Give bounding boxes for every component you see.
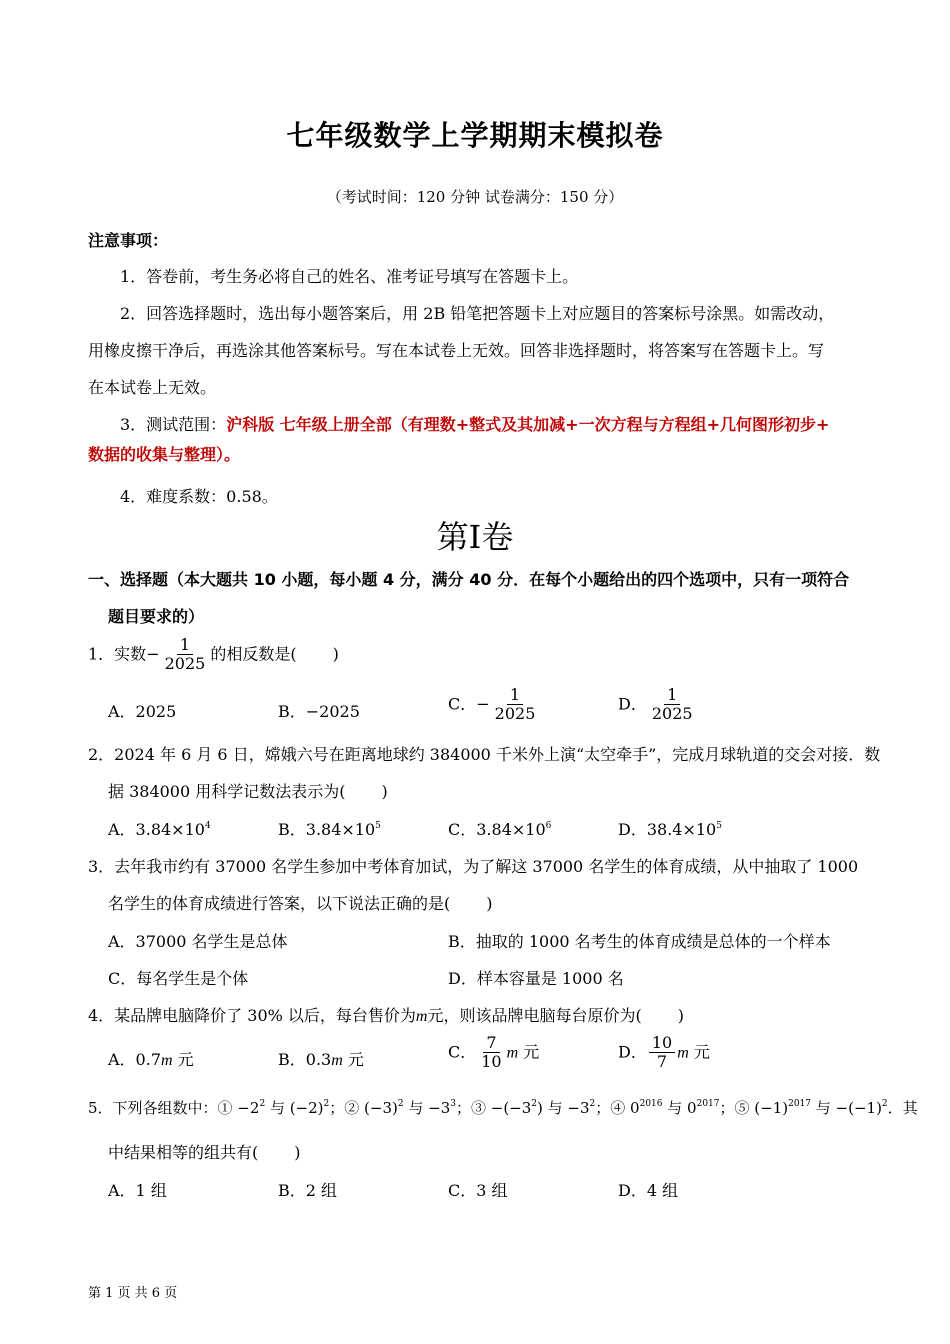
q3-close: ) — [486, 894, 493, 913]
q1-option-c[interactable] — [448, 686, 540, 724]
q4-b-unit: 元 — [347, 1050, 364, 1069]
q2-option-d[interactable] — [618, 817, 722, 840]
q5-stem: 中结果相等的组共有( — [108, 1143, 259, 1162]
question-1-stem — [88, 636, 339, 674]
q2-d-exponent: 5 — [716, 821, 722, 831]
q2-stem: 据 384000 用科学记数法表示为( — [108, 782, 346, 801]
test-scope: 沪科版 七年级上册全部（有理数+整式及其加减+一次方程与方程组+几何图形初步+ — [226, 415, 830, 434]
note-2-line-1: 2．回答选择题时，选出每小题答案后，用 2B 铅笔把答题卡上对应题目的答案标号涂黑。如需改动， — [120, 304, 835, 323]
q4-c-label: C． — [448, 1042, 477, 1062]
q4-close: ) — [677, 1006, 684, 1025]
q4-option-c[interactable] — [448, 1034, 539, 1072]
q2-c-text: C．3.84×10 — [448, 820, 546, 839]
q4-c-numerator: 7 — [483, 1034, 499, 1053]
q2-b-text: B．3.84×10 — [278, 820, 376, 839]
note-2-line-3: 在本试卷上无效。 — [88, 378, 217, 397]
note-1: 1．答卷前，考生务必将自己的姓名、准考证号填写在答题卡上。 — [120, 267, 579, 286]
question-2-line-1: 2．2024 年 6 月 6 日，嫦娥六号在距离地球约 384000 千米外上演“太空牵手”，完成月球轨道的交会对接．数 — [88, 745, 881, 764]
q5-exp-1: 2 — [259, 1099, 266, 1109]
section-title: 第Ⅰ卷 — [436, 519, 514, 555]
question-3-line-1: 3．去年我市约有 37000 名学生参加中考体育加试，为了解这 37000 名学生的体育成绩，从中抽取了 1000 — [88, 857, 859, 876]
q5-part-2: 与 (−2) — [265, 1099, 324, 1117]
q5-exp-5: 2 — [531, 1099, 538, 1109]
q5-part-3: ；② (−3) — [329, 1099, 398, 1117]
q4-stem-a: 4．某品牌电脑降价了 30% 以后，每台售价为 — [88, 1006, 416, 1025]
q4-a-coef: A．0.7 — [108, 1050, 162, 1069]
q2-a-text: A．3.84×10 — [108, 820, 205, 839]
q3-option-a[interactable]: A．37000 名学生是总体 — [108, 932, 288, 951]
q5-part-7: ；④ 0 — [595, 1099, 640, 1117]
q1-option-b[interactable]: B．−2025 — [278, 702, 360, 721]
note-3-line-2: 数据的收集与整理）。 — [88, 445, 241, 464]
question-4-stem — [88, 1003, 684, 1026]
q1-minus: − — [146, 644, 160, 664]
q4-a-var: m — [161, 1052, 173, 1069]
q4-stem-b: 元，则该品牌电脑每台原价为( — [427, 1006, 642, 1025]
q2-d-text: D．38.4×10 — [618, 820, 717, 839]
q2-option-b[interactable] — [278, 817, 381, 840]
page-number: 第 1 页 共 6 页 — [88, 1286, 178, 1301]
q1-c-minus: − — [476, 694, 490, 714]
q5-part-10: 与 −(−1) — [811, 1099, 882, 1117]
q5-option-d[interactable]: D．4 组 — [618, 1181, 679, 1200]
q5-exp-10: 2 — [881, 1099, 888, 1109]
question-2-line-2 — [108, 779, 388, 802]
q1-d-numerator: 1 — [664, 686, 680, 705]
q2-b-exponent: 5 — [375, 821, 381, 831]
question-3-line-2 — [108, 891, 493, 914]
q5-exp-3: 2 — [397, 1099, 404, 1109]
note-4: 4．难度系数：0.58。 — [120, 487, 278, 506]
q5-part-5: ；③ −(−3 — [455, 1099, 532, 1117]
q4-b-var: m — [331, 1052, 343, 1069]
q5-exp-8: 2017 — [696, 1099, 720, 1109]
question-5-line-2 — [108, 1140, 301, 1163]
q5-part-6: ) 与 −3 — [537, 1099, 590, 1117]
q2-c-exponent: 6 — [545, 821, 552, 831]
q4-option-d[interactable] — [618, 1034, 710, 1072]
q4-d-fraction — [649, 1034, 675, 1072]
note-2-line-2: 用橡皮擦干净后，再选涂其他答案标号。写在本试卷上无效。回答非选择题时，将答案写在答题卡上。写 — [88, 341, 825, 360]
q5-close: ) — [294, 1143, 301, 1162]
q1-option-a[interactable]: A．2025 — [108, 702, 177, 721]
q1-denominator: 2025 — [164, 654, 206, 674]
q4-d-var: m — [677, 1044, 689, 1062]
q5-option-b[interactable]: B．2 组 — [278, 1181, 338, 1200]
q3-option-c[interactable]: C．每名学生是个体 — [108, 969, 249, 988]
q5-option-a[interactable]: A．1 组 — [108, 1181, 167, 1200]
q5-exp-4: 3 — [450, 1099, 456, 1109]
q1-d-denominator: 2025 — [651, 704, 693, 724]
q3-stem: 名学生的体育成绩进行答案，以下说法正确的是( — [108, 894, 451, 913]
q4-c-fraction — [478, 1034, 504, 1072]
q3-option-b[interactable]: B．抽取的 1000 名考生的体育成绩是总体的一个样本 — [448, 932, 831, 951]
q1-option-d[interactable] — [618, 686, 698, 724]
q1-close: ) — [332, 644, 339, 664]
note-3-line-1 — [120, 412, 829, 435]
q5-exp-7: 2016 — [639, 1099, 663, 1109]
q2-option-a[interactable] — [108, 817, 211, 840]
q5-exp-2: 2 — [323, 1099, 330, 1109]
q5-part-9: ；⑤ (−1) — [719, 1099, 789, 1117]
q1-prefix: 1．实数 — [88, 644, 147, 664]
q1-c-denominator: 2025 — [494, 704, 536, 724]
q5-part-4: 与 −3 — [403, 1099, 451, 1117]
q4-option-a[interactable] — [108, 1047, 194, 1070]
q4-d-numerator: 10 — [649, 1034, 675, 1053]
q1-d-label: D． — [618, 694, 647, 714]
part-1-heading-line-1: 一、选择题（本大题共 10 小题，每小题 4 分，满分 40 分．在每个小题给出的四个选项中，只有一项符合 — [88, 570, 850, 589]
q1-fraction — [162, 636, 209, 674]
q5-exp-9: 2017 — [788, 1099, 811, 1109]
q4-c-var: m — [506, 1044, 519, 1062]
q5-part-1: 5．下列各组数中：① −2 — [88, 1099, 260, 1117]
q4-d-unit: 元 — [693, 1042, 710, 1062]
q2-close: ) — [381, 782, 388, 801]
q1-c-numerator: 1 — [507, 686, 523, 705]
note-3-prefix: 3．测试范围： — [120, 415, 227, 434]
q5-part-8: 与 0 — [662, 1099, 697, 1117]
part-1-heading-line-2: 题目要求的） — [108, 607, 205, 626]
q2-option-c[interactable] — [448, 817, 551, 840]
q5-exp-6: 2 — [589, 1099, 596, 1109]
q4-a-unit: 元 — [177, 1050, 194, 1069]
q5-option-c[interactable]: C．3 组 — [448, 1181, 508, 1200]
q3-option-d[interactable]: D．样本容量是 1000 名 — [448, 969, 624, 988]
notes-heading: 注意事项： — [88, 231, 169, 250]
q4-option-b[interactable] — [278, 1047, 364, 1070]
q5-part-11: ．其 — [887, 1099, 918, 1117]
q1-c-fraction — [492, 686, 539, 724]
q4-c-denominator: 10 — [481, 1052, 502, 1072]
q4-b-coef: B．0.3 — [278, 1050, 332, 1069]
exam-info: （考试时间：120 分钟 试卷满分：150 分） — [326, 188, 624, 206]
q1-suffix: 的相反数是( — [210, 644, 297, 664]
q1-c-label: C． — [448, 694, 477, 714]
page-title: 七年级数学上学期期末模拟卷 — [286, 119, 664, 152]
question-5-line-1 — [88, 1097, 918, 1118]
q4-c-unit: 元 — [523, 1042, 540, 1062]
q4-d-label: D． — [618, 1042, 647, 1062]
q4-variable: m — [415, 1008, 428, 1025]
q2-a-exponent: 4 — [204, 821, 211, 831]
q1-d-fraction — [649, 686, 696, 724]
q1-numerator: 1 — [177, 636, 193, 655]
q4-d-denominator: 7 — [656, 1052, 668, 1072]
